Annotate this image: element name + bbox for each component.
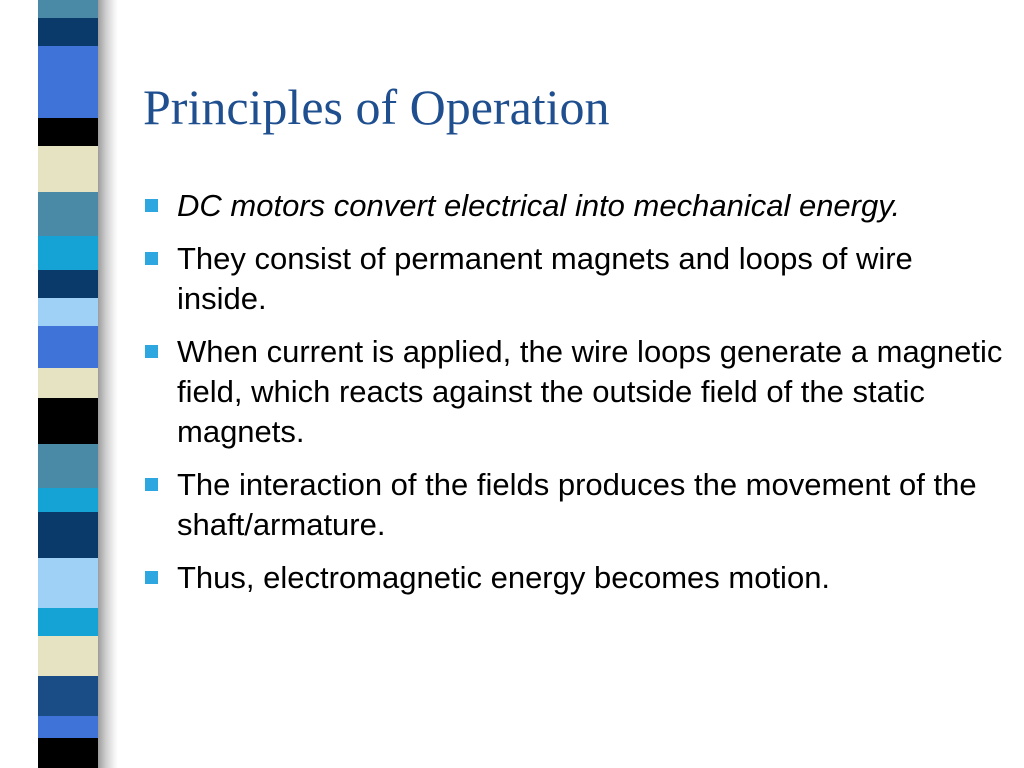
stripe-block	[38, 398, 98, 444]
stripe-block	[38, 558, 98, 608]
stripe-block	[38, 236, 98, 270]
bullet-item	[140, 239, 1010, 319]
stripe-blocks	[38, 0, 98, 768]
stripe-left-edge	[0, 0, 38, 768]
square-bullet-icon	[145, 199, 158, 212]
bullet-item	[140, 558, 1010, 598]
slide-title: Principles of Operation	[143, 79, 610, 135]
bullet-list	[140, 186, 1010, 611]
stripe-block	[38, 146, 98, 192]
stripe-block	[38, 676, 98, 716]
stripe-block	[38, 738, 98, 768]
stripe-block	[38, 444, 98, 488]
bullet-item	[140, 332, 1010, 452]
bullet-text: DC motors convert electrical into mechanical energy.	[177, 188, 901, 223]
bullet-text: Thus, electromagnetic energy becomes motion.	[177, 560, 831, 595]
stripe-block	[38, 298, 98, 326]
bullet-text: They consist of permanent magnets and loops of wire inside.	[177, 241, 913, 316]
bullet-text: When current is applied, the wire loops generate a magnetic field, which reacts against the outside field of the static magnets.	[177, 334, 1003, 449]
stripe-block	[38, 326, 98, 368]
bullet-item	[140, 186, 1010, 226]
stripe-block	[38, 368, 98, 398]
stripe-block	[38, 46, 98, 80]
square-bullet-icon	[145, 345, 158, 358]
stripe-block	[38, 716, 98, 738]
stripe-block	[38, 608, 98, 636]
stripe-block	[38, 18, 98, 46]
stripe-block	[38, 192, 98, 236]
stripe-shadow	[98, 0, 118, 768]
decorative-stripe	[0, 0, 124, 768]
stripe-block	[38, 636, 98, 676]
stripe-block	[38, 270, 98, 298]
stripe-block	[38, 0, 98, 18]
square-bullet-icon	[145, 252, 158, 265]
stripe-block	[38, 512, 98, 558]
stripe-block	[38, 488, 98, 512]
stripe-block	[38, 80, 98, 118]
square-bullet-icon	[145, 478, 158, 491]
stripe-block	[38, 118, 98, 146]
square-bullet-icon	[145, 571, 158, 584]
bullet-item	[140, 465, 1010, 545]
bullet-text: The interaction of the fields produces the movement of the shaft/armature.	[177, 467, 977, 542]
